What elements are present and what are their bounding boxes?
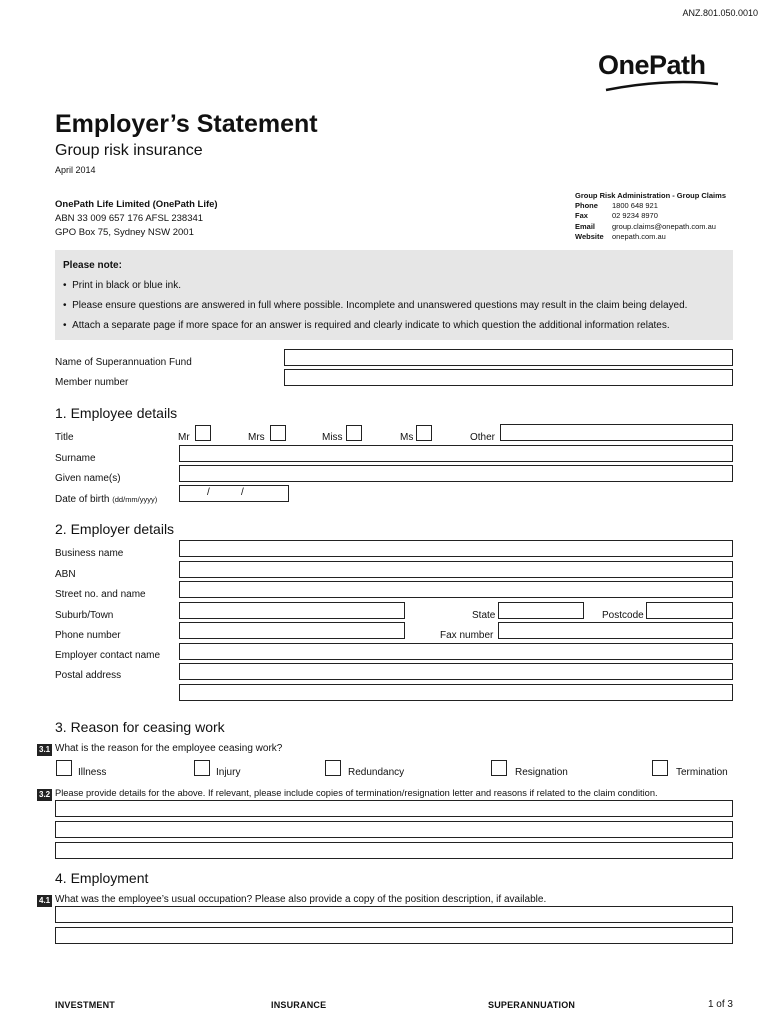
question-3-2-number: 3.2 <box>39 790 51 799</box>
dob-separator-2: / <box>241 487 244 498</box>
employer-details-heading: 2. Employer details <box>55 521 175 537</box>
injury-checkbox[interactable] <box>194 760 210 776</box>
employee-details-heading: 1. Employee details <box>55 405 178 421</box>
illness-label: Illness <box>78 767 107 778</box>
title-ms-label: Ms <box>400 432 414 443</box>
state-input[interactable] <box>498 602 584 619</box>
employer-contact-input[interactable] <box>179 643 733 660</box>
postal-address-input-2[interactable] <box>179 684 733 701</box>
company-address: GPO Box 75, Sydney NSW 2001 <box>55 227 194 238</box>
postal-address-label: Postal address <box>55 670 122 681</box>
footer-investment: INVESTMENT <box>55 1000 116 1010</box>
member-number-label: Member number <box>55 377 129 388</box>
redundancy-checkbox[interactable] <box>325 760 341 776</box>
fund-name-label: Name of Superannuation Fund <box>55 357 192 368</box>
note-bullet-2: • Please ensure questions are answered in full where possible. Incomplete and unanswered questions may result in the claim being delayed. <box>63 300 688 311</box>
contact-heading: Group Risk Administration - Group Claims <box>575 191 726 200</box>
resignation-checkbox[interactable] <box>491 760 507 776</box>
abn-label: ABN <box>55 569 76 580</box>
surname-label: Surname <box>55 453 96 464</box>
occupation-input-2[interactable] <box>55 927 733 944</box>
logo-swoosh-icon <box>598 80 738 94</box>
title-mrs-checkbox[interactable] <box>270 425 286 441</box>
note-heading: Please note: <box>63 260 122 271</box>
onepath-logo <box>598 50 738 100</box>
title-miss-checkbox[interactable] <box>346 425 362 441</box>
note-item-3: Attach a separate page if more space for an answer is required and clearly indicate to which question the additional information relates. <box>72 320 670 331</box>
contact-fax-label: Fax <box>575 211 588 220</box>
employer-contact-label: Employer contact name <box>55 650 161 661</box>
dob-label-text: Date of birth <box>55 494 110 505</box>
question-3-1-text: What is the reason for the employee ceasing work? <box>55 743 283 754</box>
fax-number-input[interactable] <box>498 622 733 639</box>
resignation-label: Resignation <box>515 767 568 778</box>
contact-website-label: Website <box>575 232 604 241</box>
page-number: 1 of 3 <box>707 999 733 1010</box>
illness-checkbox[interactable] <box>56 760 72 776</box>
contact-phone: 1800 648 921 <box>612 201 658 210</box>
termination-checkbox[interactable] <box>652 760 668 776</box>
question-4-1-text: What was the employee’s usual occupation? Please also provide a copy of the position description, if available. <box>55 894 547 905</box>
title-label: Title <box>55 432 74 443</box>
contact-website[interactable]: onepath.com.au <box>612 232 666 241</box>
state-label: State <box>472 610 496 621</box>
title-mrs-label: Mrs <box>248 432 265 443</box>
business-name-input[interactable] <box>179 540 733 557</box>
document-date: April 2014 <box>55 165 96 175</box>
phone-number-label: Phone number <box>55 630 121 641</box>
surname-input[interactable] <box>179 445 733 462</box>
abn-input[interactable] <box>179 561 733 578</box>
title-mr-label: Mr <box>178 432 190 443</box>
occupation-input-1[interactable] <box>55 906 733 923</box>
postcode-input[interactable] <box>646 602 733 619</box>
member-number-input[interactable] <box>284 369 733 386</box>
street-label: Street no. and name <box>55 589 146 600</box>
title-miss-label: Miss <box>322 432 343 443</box>
note-item-1: Print in black or blue ink. <box>72 280 182 291</box>
contact-phone-label: Phone <box>575 201 598 210</box>
termination-label: Termination <box>676 767 728 778</box>
dob-format-hint: (dd/mm/yyyy) <box>112 495 158 504</box>
question-3-1-number: 3.1 <box>39 745 51 754</box>
dob-input[interactable] <box>179 485 289 502</box>
company-abn: ABN 33 009 657 176 AFSL 238341 <box>55 213 204 224</box>
given-names-label: Given name(s) <box>55 473 121 484</box>
suburb-input[interactable] <box>179 602 405 619</box>
footer-insurance: INSURANCE <box>271 1000 327 1010</box>
dob-label <box>55 494 157 505</box>
note-bullet-3: • Attach a separate page if more space for an answer is required and clearly indicate to which question the additional information relates. <box>63 320 670 331</box>
injury-label: Injury <box>216 767 241 778</box>
question-3-2-text: Please provide details for the above. If relevant, please include copies of termination/resignation letter and reasons if related to the claim condition. <box>55 788 658 798</box>
page-subtitle: Group risk insurance <box>55 142 203 159</box>
given-names-input[interactable] <box>179 465 733 482</box>
contact-email-label: Email <box>575 222 596 231</box>
contact-fax: 02 9234 8970 <box>612 211 658 220</box>
business-name-label: Business name <box>55 548 124 559</box>
title-mr-checkbox[interactable] <box>195 425 211 441</box>
reason-details-input-1[interactable] <box>55 800 733 817</box>
postcode-label: Postcode <box>602 610 644 621</box>
title-ms-checkbox[interactable] <box>416 425 432 441</box>
postal-address-input-1[interactable] <box>179 663 733 680</box>
note-bullet-1: • Print in black or blue ink. <box>63 280 182 291</box>
title-other-label: Other <box>470 432 496 443</box>
dob-separator-1: / <box>207 487 210 498</box>
logo-text: OnePath <box>598 50 706 80</box>
title-other-input[interactable] <box>500 424 733 441</box>
contact-email[interactable]: group.claims@onepath.com.au <box>612 222 716 231</box>
redundancy-label: Redundancy <box>348 767 405 778</box>
page-title: Employer’s Statement <box>55 110 318 138</box>
fund-name-input[interactable] <box>284 349 733 366</box>
phone-number-input[interactable] <box>179 622 405 639</box>
street-input[interactable] <box>179 581 733 598</box>
reason-heading: 3. Reason for ceasing work <box>55 719 225 735</box>
reason-details-input-2[interactable] <box>55 821 733 838</box>
please-note-box <box>55 250 733 340</box>
footer-superannuation: SUPERANNUATION <box>488 1000 576 1010</box>
reason-details-input-3[interactable] <box>55 842 733 859</box>
fax-number-label: Fax number <box>440 630 494 641</box>
suburb-label: Suburb/Town <box>55 610 114 621</box>
note-item-2: Please ensure questions are answered in full where possible. Incomplete and unanswered questions may result in the claim being delayed. <box>72 300 688 311</box>
document-code: ANZ.801.050.0010 <box>682 8 758 18</box>
question-4-1-number: 4.1 <box>39 896 51 905</box>
employment-heading: 4. Employment <box>55 870 149 886</box>
company-name: OnePath Life Limited (OnePath Life) <box>55 199 218 210</box>
